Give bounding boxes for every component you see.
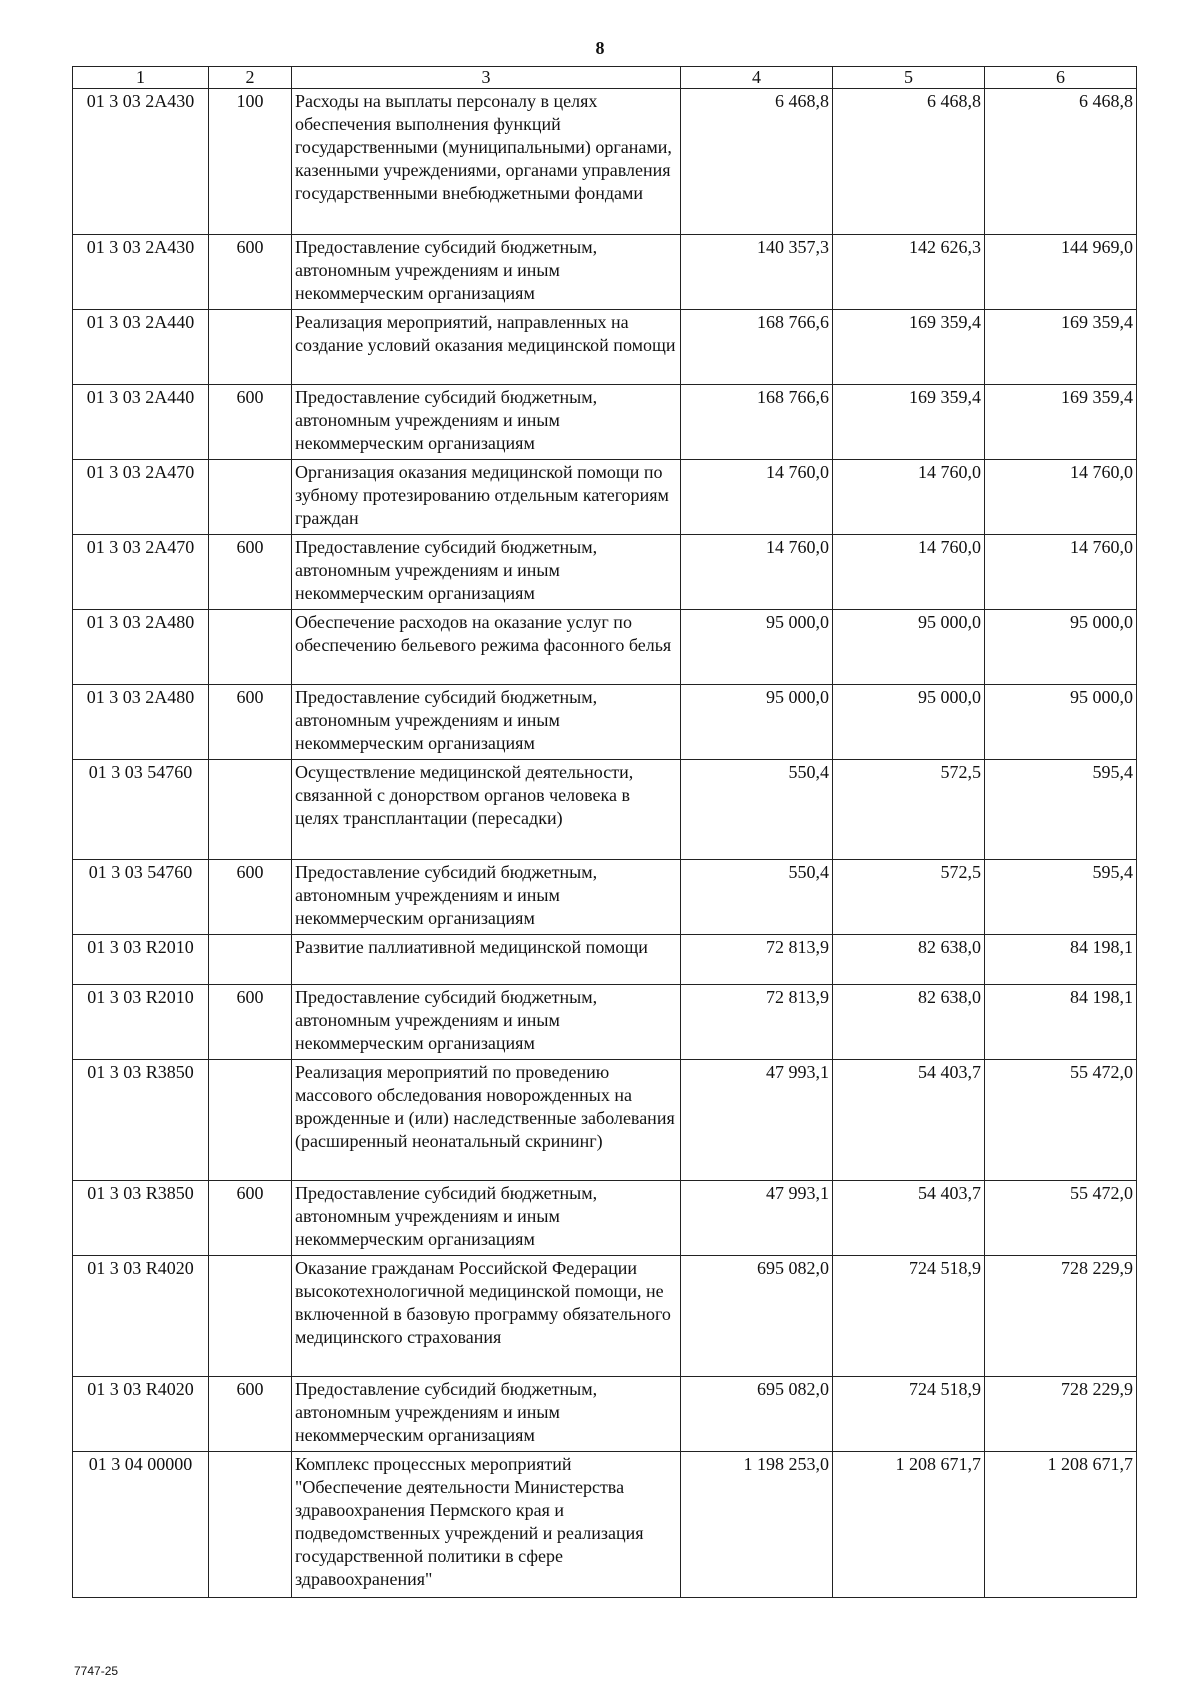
amount-column-6: 6 468,8	[985, 89, 1137, 235]
amount-column-6: 84 198,1	[985, 935, 1137, 985]
budget-table	[72, 66, 1137, 1598]
target-article-code: 01 3 03 54760	[73, 760, 209, 860]
amount-column-4: 1 198 253,0	[681, 1452, 833, 1598]
amount-column-6: 95 000,0	[985, 610, 1137, 685]
amount-column-5: 169 359,4	[833, 310, 985, 385]
table-row	[73, 1060, 1137, 1181]
table-row	[73, 1256, 1137, 1377]
target-article-code: 01 3 03 2А440	[73, 385, 209, 460]
table-row	[73, 460, 1137, 535]
amount-column-6: 595,4	[985, 860, 1137, 935]
amount-column-5: 54 403,7	[833, 1181, 985, 1256]
amount-column-5: 54 403,7	[833, 1060, 985, 1181]
expense-type-code: 600	[209, 1181, 292, 1256]
expense-description: Предоставление субсидий бюджетным, автономным учреждениям и иным некоммерческим организациям	[292, 685, 681, 760]
expense-description: Комплекс процессных мероприятий "Обеспечение деятельности Министерства здравоохранения Пермского края и подведомственных учреждений и реализация государственной политики в сфере здравоохранения"	[292, 1452, 681, 1598]
table-row	[73, 1181, 1137, 1256]
target-article-code: 01 3 03 2А430	[73, 89, 209, 235]
amount-column-6: 728 229,9	[985, 1377, 1137, 1452]
amount-column-4: 695 082,0	[681, 1377, 833, 1452]
amount-column-6: 1 208 671,7	[985, 1452, 1137, 1598]
table-row	[73, 89, 1137, 235]
expense-type-code	[209, 1256, 292, 1377]
expense-type-code	[209, 1060, 292, 1181]
amount-column-5: 6 468,8	[833, 89, 985, 235]
column-header-1: 1	[73, 67, 209, 89]
expense-type-code	[209, 460, 292, 535]
table-row	[73, 385, 1137, 460]
table-row	[73, 535, 1137, 610]
amount-column-6: 169 359,4	[985, 310, 1137, 385]
column-header-3: 3	[292, 67, 681, 89]
amount-column-6: 55 472,0	[985, 1060, 1137, 1181]
target-article-code: 01 3 03 2А430	[73, 235, 209, 310]
table-row	[73, 310, 1137, 385]
target-article-code: 01 3 03 2А480	[73, 610, 209, 685]
table-row	[73, 1452, 1137, 1598]
amount-column-4: 168 766,6	[681, 310, 833, 385]
table-row	[73, 935, 1137, 985]
expense-type-code: 600	[209, 985, 292, 1060]
expense-description: Предоставление субсидий бюджетным, автономным учреждениям и иным некоммерческим организациям	[292, 860, 681, 935]
amount-column-5: 95 000,0	[833, 610, 985, 685]
amount-column-6: 14 760,0	[985, 535, 1137, 610]
expense-description: Предоставление субсидий бюджетным, автономным учреждениям и иным некоммерческим организациям	[292, 1181, 681, 1256]
column-header-2: 2	[209, 67, 292, 89]
target-article-code: 01 3 03 54760	[73, 860, 209, 935]
expense-description: Предоставление субсидий бюджетным, автономным учреждениям и иным некоммерческим организациям	[292, 985, 681, 1060]
expense-description: Развитие паллиативной медицинской помощи	[292, 935, 681, 985]
table-row	[73, 1377, 1137, 1452]
amount-column-5: 14 760,0	[833, 535, 985, 610]
amount-column-6: 55 472,0	[985, 1181, 1137, 1256]
amount-column-5: 572,5	[833, 760, 985, 860]
amount-column-5: 14 760,0	[833, 460, 985, 535]
amount-column-5: 724 518,9	[833, 1377, 985, 1452]
expense-type-code	[209, 1452, 292, 1598]
amount-column-4: 72 813,9	[681, 985, 833, 1060]
amount-column-5: 95 000,0	[833, 685, 985, 760]
expense-type-code: 600	[209, 685, 292, 760]
table-row	[73, 860, 1137, 935]
expense-description: Расходы на выплаты персоналу в целях обеспечения выполнения функций государственными (муниципальными) органами, казенными учреждениями, органами управления государственными внебюджетными фондами	[292, 89, 681, 235]
amount-column-5: 572,5	[833, 860, 985, 935]
amount-column-5: 82 638,0	[833, 985, 985, 1060]
amount-column-4: 47 993,1	[681, 1181, 833, 1256]
amount-column-4: 95 000,0	[681, 610, 833, 685]
document-registration-code: 7747-25	[74, 1664, 119, 1678]
amount-column-6: 169 359,4	[985, 385, 1137, 460]
expense-description: Организация оказания медицинской помощи по зубному протезированию отдельным категориям граждан	[292, 460, 681, 535]
expense-type-code: 100	[209, 89, 292, 235]
target-article-code: 01 3 03 R3850	[73, 1181, 209, 1256]
amount-column-5: 142 626,3	[833, 235, 985, 310]
target-article-code: 01 3 03 R2010	[73, 985, 209, 1060]
expense-description: Обеспечение расходов на оказание услуг по обеспечению бельевого режима фасонного белья	[292, 610, 681, 685]
amount-column-4: 47 993,1	[681, 1060, 833, 1181]
table-row	[73, 685, 1137, 760]
expense-description: Предоставление субсидий бюджетным, автономным учреждениям и иным некоммерческим организациям	[292, 535, 681, 610]
expense-description: Предоставление субсидий бюджетным, автономным учреждениям и иным некоммерческим организациям	[292, 235, 681, 310]
expense-type-code	[209, 610, 292, 685]
target-article-code: 01 3 03 R2010	[73, 935, 209, 985]
target-article-code: 01 3 03 R4020	[73, 1256, 209, 1377]
target-article-code: 01 3 03 2А440	[73, 310, 209, 385]
column-header-6: 6	[985, 67, 1137, 89]
amount-column-4: 6 468,8	[681, 89, 833, 235]
amount-column-6: 728 229,9	[985, 1256, 1137, 1377]
amount-column-4: 140 357,3	[681, 235, 833, 310]
amount-column-4: 550,4	[681, 860, 833, 935]
header-row	[73, 67, 1137, 89]
table-row	[73, 610, 1137, 685]
amount-column-4: 72 813,9	[681, 935, 833, 985]
target-article-code: 01 3 03 R4020	[73, 1377, 209, 1452]
table-row	[73, 235, 1137, 310]
expense-type-code	[209, 310, 292, 385]
amount-column-5: 82 638,0	[833, 935, 985, 985]
amount-column-5: 1 208 671,7	[833, 1452, 985, 1598]
amount-column-4: 95 000,0	[681, 685, 833, 760]
expense-type-code: 600	[209, 235, 292, 310]
table-row	[73, 760, 1137, 860]
column-header-5: 5	[833, 67, 985, 89]
expense-type-code: 600	[209, 1377, 292, 1452]
table-header	[73, 67, 1137, 89]
target-article-code: 01 3 03 2А480	[73, 685, 209, 760]
target-article-code: 01 3 04 00000	[73, 1452, 209, 1598]
expense-description: Реализация мероприятий по проведению массового обследования новорожденных на врожденные и (или) наследственные заболевания (расширенный неонатальный скрининг)	[292, 1060, 681, 1181]
target-article-code: 01 3 03 R3850	[73, 1060, 209, 1181]
expense-description: Предоставление субсидий бюджетным, автономным учреждениям и иным некоммерческим организациям	[292, 1377, 681, 1452]
expense-type-code: 600	[209, 860, 292, 935]
expense-description: Предоставление субсидий бюджетным, автономным учреждениям и иным некоммерческим организациям	[292, 385, 681, 460]
amount-column-5: 724 518,9	[833, 1256, 985, 1377]
page-number: 8	[595, 38, 605, 58]
expense-type-code: 600	[209, 385, 292, 460]
table-row	[73, 985, 1137, 1060]
amount-column-4: 14 760,0	[681, 460, 833, 535]
table-body	[73, 89, 1137, 1598]
expense-type-code: 600	[209, 535, 292, 610]
amount-column-4: 14 760,0	[681, 535, 833, 610]
target-article-code: 01 3 03 2А470	[73, 460, 209, 535]
amount-column-5: 169 359,4	[833, 385, 985, 460]
expense-description: Реализация мероприятий, направленных на создание условий оказания медицинской помощи	[292, 310, 681, 385]
target-article-code: 01 3 03 2А470	[73, 535, 209, 610]
expense-type-code	[209, 760, 292, 860]
amount-column-4: 550,4	[681, 760, 833, 860]
expense-description: Осуществление медицинской деятельности, связанной с донорством органов человека в целях трансплантации (пересадки)	[292, 760, 681, 860]
amount-column-6: 144 969,0	[985, 235, 1137, 310]
amount-column-6: 84 198,1	[985, 985, 1137, 1060]
amount-column-6: 95 000,0	[985, 685, 1137, 760]
amount-column-6: 595,4	[985, 760, 1137, 860]
amount-column-4: 695 082,0	[681, 1256, 833, 1377]
expense-type-code	[209, 935, 292, 985]
column-header-4: 4	[681, 67, 833, 89]
expense-description: Оказание гражданам Российской Федерации высокотехнологичной медицинской помощи, не включенной в базовую программу обязательного медицинского страхования	[292, 1256, 681, 1377]
amount-column-6: 14 760,0	[985, 460, 1137, 535]
amount-column-4: 168 766,6	[681, 385, 833, 460]
